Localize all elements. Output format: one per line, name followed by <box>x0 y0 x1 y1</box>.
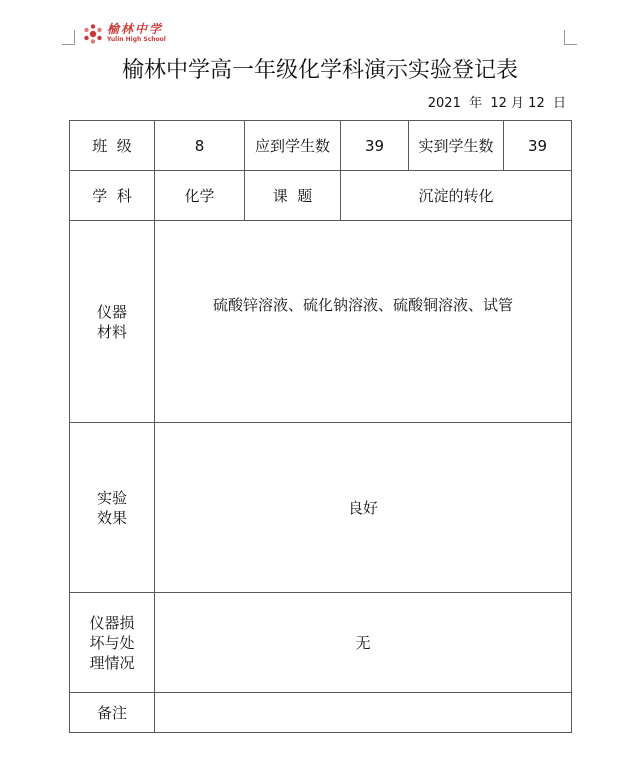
effect-label <box>70 423 155 593</box>
effect-value: 良好 <box>155 423 572 593</box>
document-title: 榆林中学高一年级化学科演示实验登记表 <box>121 58 518 83</box>
expected-students-value: 39 <box>341 121 409 171</box>
materials-value: 硫酸锌溶液、硫化钠溶液、硫酸铜溶液、试管 <box>155 221 572 423</box>
effect-label-line-2: 效果 <box>96 508 127 527</box>
logo-chinese-name: 榆林中学 <box>107 22 164 36</box>
topic-label-text: 课 题 <box>272 186 313 205</box>
class-label <box>70 121 155 171</box>
remarks-value <box>155 693 572 733</box>
table-row <box>70 423 572 593</box>
damage-label <box>70 593 155 693</box>
table-row <box>70 121 572 171</box>
expected-students-label: 应到学生数 <box>245 121 341 171</box>
school-seal-icon <box>82 23 104 45</box>
table-row <box>70 221 572 423</box>
actual-students-label: 实到学生数 <box>409 121 504 171</box>
logo-english-name: Yulin High School <box>107 36 166 43</box>
damage-value: 无 <box>155 593 572 693</box>
school-logo <box>82 22 182 48</box>
damage-label-line-1: 仪器损 <box>89 613 135 632</box>
topic-label <box>245 171 341 221</box>
table-row <box>70 593 572 693</box>
materials-label-line-1: 仪器 <box>96 302 127 321</box>
damage-label-line-3: 理情况 <box>89 653 135 672</box>
class-label-text: 班 级 <box>92 136 132 155</box>
class-value: 8 <box>155 121 245 171</box>
remarks-label: 备注 <box>70 693 155 733</box>
crop-mark-right <box>564 30 577 45</box>
record-date: 2021 年 12 月 12 日 <box>427 96 566 111</box>
crop-mark-left <box>62 30 75 45</box>
materials-label-line-2: 材料 <box>96 322 127 341</box>
topic-value: 沉淀的转化 <box>341 171 572 221</box>
subject-value: 化学 <box>155 171 245 221</box>
effect-label-line-1: 实验 <box>96 488 127 507</box>
damage-label-line-2: 坏与处 <box>89 633 135 652</box>
subject-label-text: 学 科 <box>92 186 132 205</box>
experiment-register-table <box>69 120 572 733</box>
table-row <box>70 693 572 733</box>
actual-students-value: 39 <box>504 121 572 171</box>
table-row <box>70 171 572 221</box>
subject-label <box>70 171 155 221</box>
materials-label <box>70 221 155 423</box>
